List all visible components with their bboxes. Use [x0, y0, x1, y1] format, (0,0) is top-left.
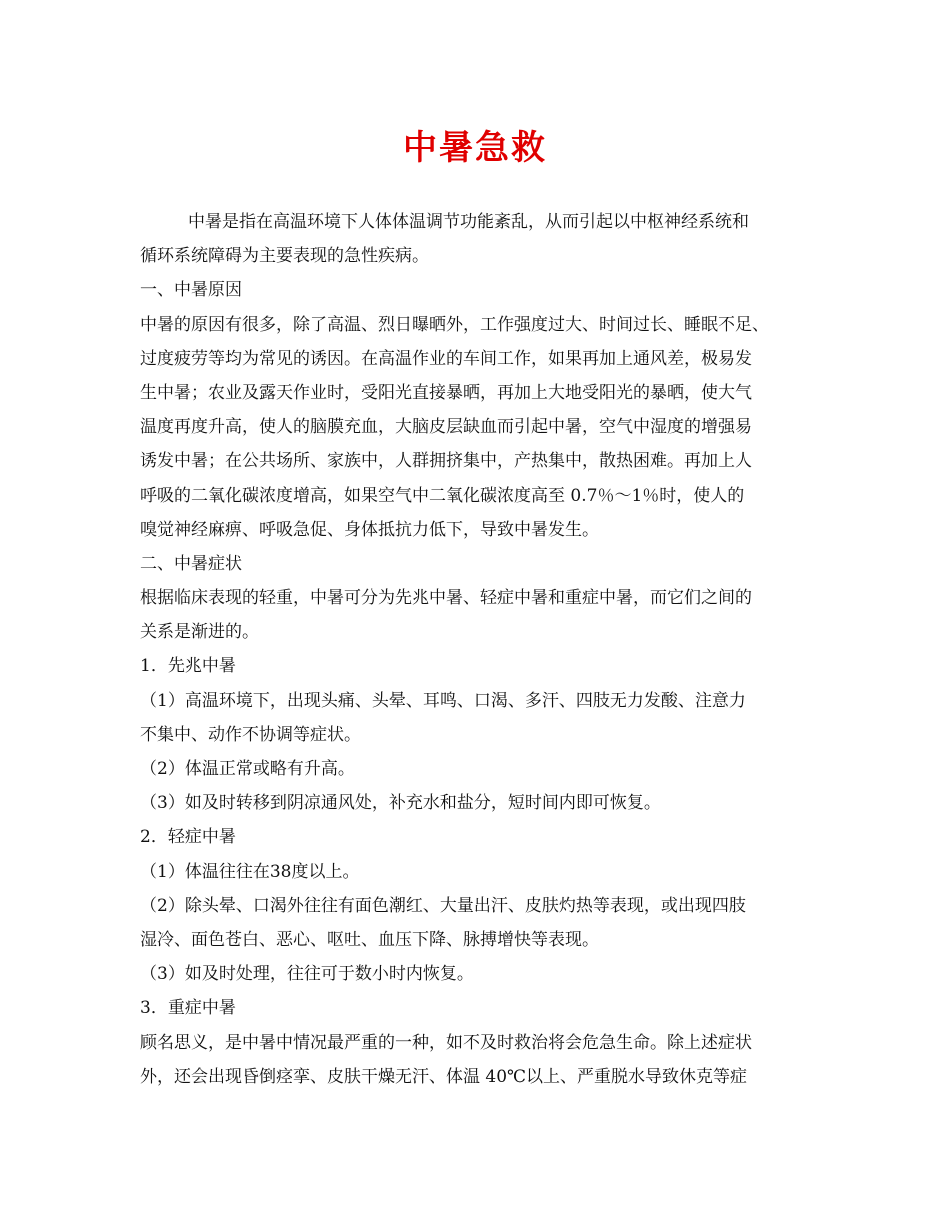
paragraph-line: 过度疲劳等均为常见的诱因。在高温作业的车间工作，如果再加上通风差，极易发 — [140, 348, 752, 369]
subsection-heading: 2．轻症中暑 — [140, 827, 236, 848]
subsection-heading: 1．先兆中暑 — [140, 656, 236, 677]
paragraph-line: 外，还会出现昏倒痉挛、皮肤干燥无汗、体温 40℃以上、严重脱水导致休克等症 — [140, 1066, 748, 1087]
paragraph-line: 不集中、动作不协调等症状。 — [140, 724, 361, 745]
paragraph-line: 嗅觉神经麻痹、呼吸急促、身体抵抗力低下，导致中暑发生。 — [140, 519, 599, 540]
paragraph-line: 生中暑；农业及露天作业时，受阳光直接暴晒，再加上大地受阳光的暴晒，使大气 — [140, 382, 752, 403]
paragraph-line: 诱发中暑；在公共场所、家族中，人群拥挤集中，产热集中，散热困难。再加上人 — [140, 451, 752, 472]
list-item: （2）除头晕、口渴外往往有面色潮红、大量出汗、皮肤灼热等表现，或出现四肢 — [140, 895, 746, 916]
paragraph-line: 关系是渐进的。 — [140, 622, 259, 643]
list-item: （3）如及时转移到阴凉通风处，补充水和盐分，短时间内即可恢复。 — [140, 793, 661, 814]
paragraph-line: 根据临床表现的轻重，中暑可分为先兆中暑、轻症中暑和重症中暑，而它们之间的 — [140, 588, 752, 609]
paragraph-line: 湿冷、面色苍白、恶心、呕吐、血压下降、脉搏增快等表现。 — [140, 929, 599, 950]
paragraph-line: 中暑的原因有很多，除了高温、烈日曝晒外，工作强度过大、时间过长、睡眠不足、 — [140, 314, 769, 335]
page-title: 中暑急救 — [403, 128, 547, 168]
section-heading: 二、中暑症状 — [140, 553, 242, 574]
list-item: （2）体温正常或略有升高。 — [140, 759, 355, 779]
document-body — [140, 205, 820, 1094]
section-heading: 一、中暑原因 — [140, 280, 242, 301]
list-item: （1）高温环境下，出现头痛、头晕、耳鸣、口渴、多汗、四肢无力发酸、注意力 — [140, 690, 746, 711]
list-item: （3）如及时处理，往往可于数小时内恢复。 — [140, 964, 474, 985]
subsection-heading: 3．重症中暑 — [140, 998, 236, 1019]
paragraph-line: 顾名思义，是中暑中情况最严重的一种，如不及时救治将会危急生命。除上述症状 — [140, 1032, 752, 1053]
paragraph-line: 循环系统障碍为主要表现的急性疾病。 — [140, 246, 429, 267]
paragraph-line: 中暑是指在高温环境下人体体温调节功能紊乱，从而引起以中枢神经系统和 — [188, 212, 749, 232]
list-item: （1）体温往往在38度以上。 — [140, 861, 360, 882]
paragraph-line: 温度再度升高，使人的脑膜充血，大脑皮层缺血而引起中暑，空气中湿度的增强易 — [140, 417, 752, 438]
paragraph-line: 呼吸的二氧化碳浓度增高，如果空气中二氧化碳浓度高至 0.7％～1％时，使人的 — [140, 485, 745, 506]
